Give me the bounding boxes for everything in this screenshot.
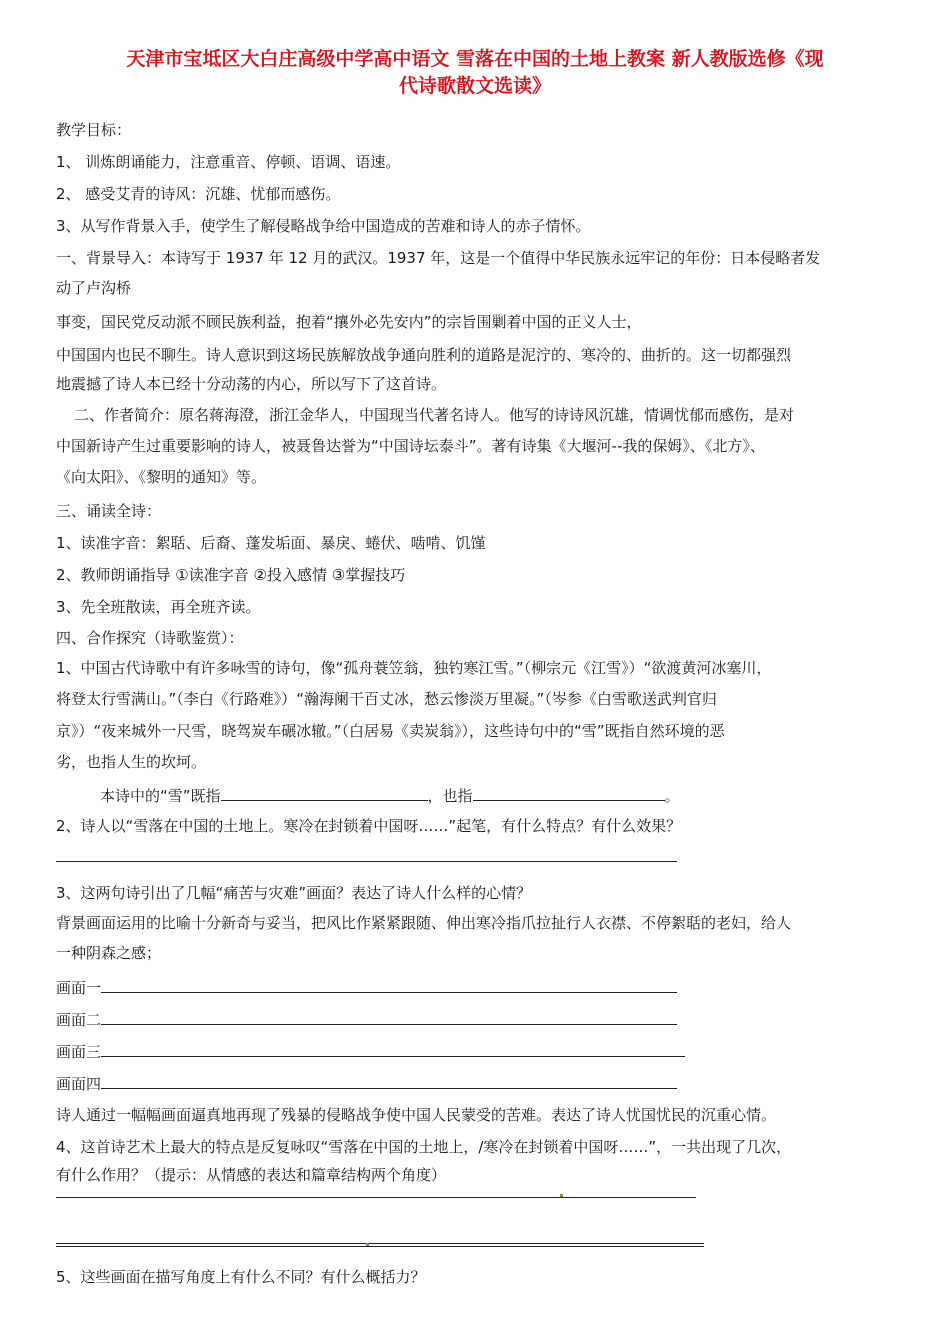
- answer-blank-1[interactable]: [221, 786, 428, 801]
- objective-item-2: 2、 感受艾青的诗风：沉雄、忧郁而感伤。: [56, 185, 341, 203]
- scene-4-blank[interactable]: [101, 1074, 677, 1089]
- author-line-2: 中国新诗产生过重要影响的诗人，被聂鲁达誉为“中国诗坛泰斗”。著有诗集《大堰河--我的保姆》、《北方》、: [56, 437, 765, 455]
- background-line-3: 事变，国民党反动派不顾民族利益，抱着“攘外必先安内”的宗旨围剿着中国的正义人士，: [56, 313, 642, 331]
- scan-speck: [560, 1194, 563, 1197]
- question-1-line-2: 将登太行雪满山。”（李白《行路难》）“瀚海阑干百丈冰，愁云惨淡万里凝。”（岑参《白雪歌送武判官归: [56, 690, 717, 708]
- question-3-answer-line-2: 一种阴森之感；: [56, 944, 162, 962]
- title-line-2: 代诗歌散文选读》: [398, 75, 551, 97]
- scene-4-label: 画面四: [56, 1075, 102, 1093]
- document-title: [40, 46, 910, 100]
- reading-item-3: 3、先全班散读，再全班齐读。: [56, 598, 261, 616]
- question-2: 2、诗人以“雪落在中国的土地上。寒冷在封锁着中国呀……”起笔，有什么特点？有什么效果？: [56, 817, 682, 835]
- scene-2-row: [56, 1010, 677, 1030]
- fill-prompt-a: 本诗中的“雪”既指: [100, 787, 221, 805]
- question-4-line-2: 有什么作用？（提示：从情感的表达和篇章结构两个角度）: [56, 1166, 447, 1184]
- answer-blank-2[interactable]: [473, 786, 665, 801]
- scene-3-label: 画面三: [56, 1043, 102, 1061]
- scene-3-blank[interactable]: [101, 1042, 685, 1057]
- title-line-1: 天津市宝坻区大白庄高级中学高中语文 雪落在中国的土地上教案 新人教版选修《现: [126, 48, 824, 70]
- inquiry-heading: 四、合作探究（诗歌鉴赏）：: [56, 629, 244, 647]
- question-1-line-1: 1、中国古代诗歌中有许多咏雪的诗句，像“孤舟蓑笠翁，独钓寒江雪。”（柳宗元《江雪》）“欲渡黄河冰塞川，: [56, 659, 772, 677]
- answer-line-q4-2[interactable]: [56, 1243, 704, 1244]
- fill-prompt-b: ，也指: [427, 787, 473, 805]
- scene-2-label: 画面二: [56, 1011, 102, 1029]
- scene-3-row: [56, 1042, 685, 1062]
- background-line-4: 中国国内也民不聊生。诗人意识到这场民族解放战争通向胜利的道路是泥泞的、寒冷的、曲折的。这一切都强烈: [56, 346, 792, 364]
- background-line-5: 地震撼了诗人本已经十分动荡的内心，所以写下了这首诗。: [56, 375, 447, 393]
- scene-2-blank[interactable]: [101, 1010, 677, 1025]
- scene-1-label: 画面一: [56, 979, 102, 997]
- objective-item-1: 1、 训炼朗诵能力，注意重音、停顿、语调、语速。: [56, 153, 401, 171]
- question-1-fill-in: [100, 786, 680, 806]
- objective-item-3: 3、从写作背景入手，使学生了解侵略战争给中国造成的苦难和诗人的赤子情怀。: [56, 217, 591, 235]
- reading-item-2: 2、教师朗诵指导 ①读准字音 ②投入感情 ③掌握技巧: [56, 566, 406, 584]
- scene-1-blank[interactable]: [101, 978, 677, 993]
- reading-heading: 三、诵读全诗：: [56, 502, 162, 520]
- question-3-answer-line-1: 背景画面运用的比喻十分新奇与妥当，把风比作紧紧跟随、伸出寒冷指爪拉扯行人衣襟、不停絮聒的老妇，给人: [56, 914, 792, 932]
- background-line-1: 一、背景导入：本诗写于 1937 年 12 月的武汉。1937 年，这是一个值得中华民族永远牢记的年份：日本侵略者发: [56, 249, 821, 267]
- question-1-line-3: 京》）“夜来城外一尺雪，晓驾炭车碾冰辙。”（白居易《卖炭翁》），这些诗句中的“雪”既指自然环境的恶: [56, 722, 725, 740]
- author-line-3: 《向太阳》、《黎明的通知》等。: [56, 468, 267, 486]
- question-5: 5、这些画面在描写角度上有什么不同？有什么概括力？: [56, 1268, 426, 1286]
- reading-item-1: 1、读准字音：絮聒、后裔、蓬发垢面、暴戾、蜷伏、啮啃、饥馑: [56, 534, 486, 552]
- question-4-line-1: 4、这首诗艺术上最大的特点是反复咏叹“雪落在中国的土地上，/寒冷在封锁着中国呀……”，一共出现了几次，: [56, 1138, 792, 1156]
- scan-speck: [366, 1243, 369, 1246]
- answer-line-q4-1[interactable]: [56, 1197, 696, 1198]
- scene-1-row: [56, 978, 677, 998]
- question-3: 3、这两句诗引出了几幅“痛苦与灾难”画面？表达了诗人什么样的心情？: [56, 884, 532, 902]
- author-line-1: 二、作者简介：原名蒋海澄，浙江金华人，中国现当代著名诗人。他写的诗诗风沉雄，情调忧郁而感伤，是对: [74, 406, 795, 424]
- answer-line-q2[interactable]: [56, 861, 677, 862]
- scenes-summary: 诗人通过一幅幅画面逼真地再现了残暴的侵略战争使中国人民蒙受的苦难。表达了诗人忧国忧民的沉重心情。: [56, 1106, 777, 1124]
- background-line-2: 动了卢沟桥: [56, 279, 132, 297]
- scene-4-row: [56, 1074, 677, 1094]
- fill-prompt-c: 。: [664, 787, 680, 805]
- objectives-heading: 教学目标：: [56, 121, 132, 139]
- question-1-line-4: 劣，也指人生的坎坷。: [56, 753, 207, 771]
